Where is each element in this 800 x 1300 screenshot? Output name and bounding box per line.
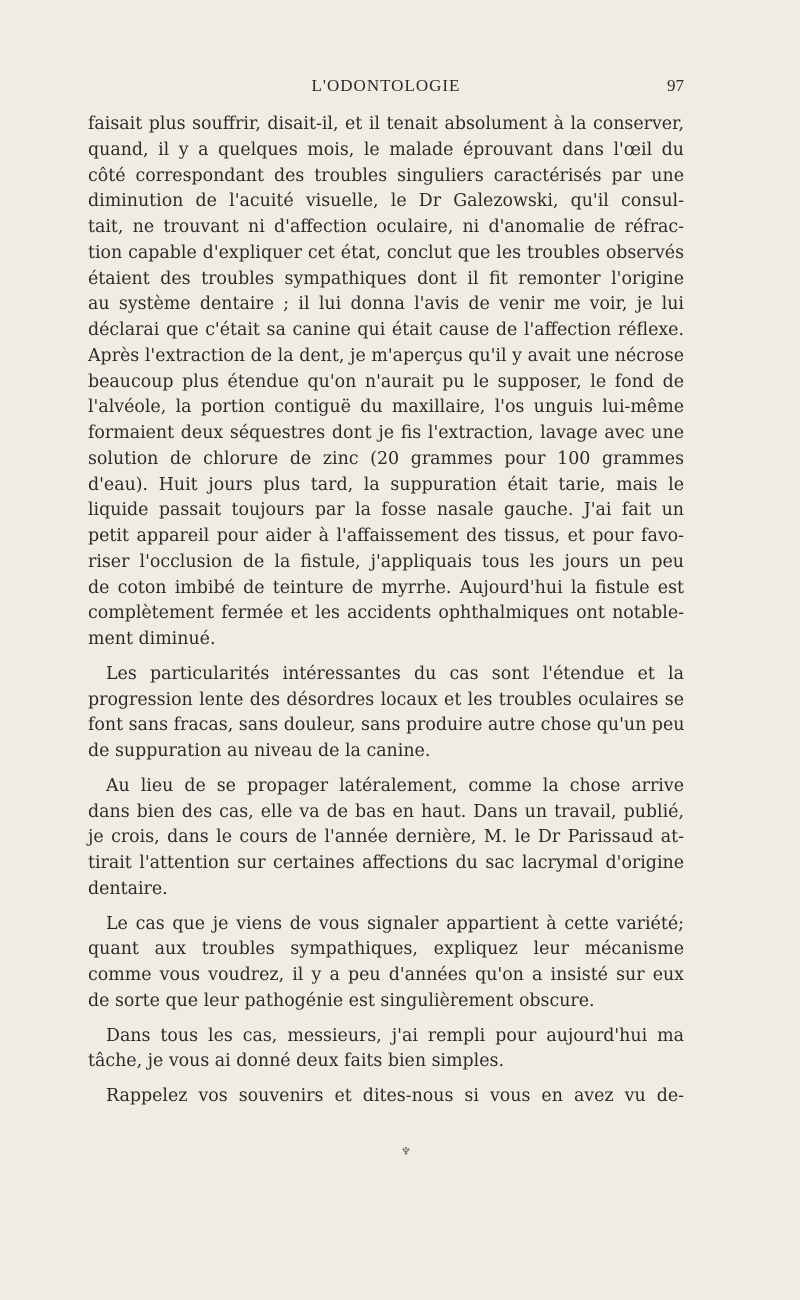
text-line: riser l'occlusion de la fistule, j'appliquais tous les jours un peu <box>88 551 684 572</box>
text-line: Après l'extraction de la dent, je m'aperçus qu'il y avait une nécrose <box>88 345 684 366</box>
paragraph <box>88 112 684 653</box>
text-line: tait, ne trouvant ni d'affection oculaire, ni d'anomalie de réfrac- <box>88 217 684 237</box>
text-line: ment diminué. <box>88 629 216 649</box>
text-line: quand, il y a quelques mois, le malade éprouvant dans l'œil du <box>88 139 684 160</box>
text-line: de coton imbibé de teinture de myrrhe. Aujourd'hui la fistule est <box>88 577 684 598</box>
text-line: tâche, je vous ai donné deux faits bien simples. <box>88 1051 504 1072</box>
running-header <box>88 76 684 102</box>
text-line: l'alvéole, la portion contiguë du maxillaire, l'os unguis lui-même <box>88 397 684 418</box>
text-line: au système dentaire ; il lui donna l'avis de venir me voir, je lui <box>88 294 684 315</box>
text-line: côté correspondant des troubles singuliers caractérisés par une <box>88 165 684 186</box>
text-line: tirait l'attention sur certaines affections du sac lacrymal d'origine <box>88 853 684 873</box>
text-line: dans bien des cas, elle va de bas en haut. Dans un travail, publié, <box>88 801 684 822</box>
text-line: de sorte que leur pathogénie est singulièrement obscure. <box>88 990 595 1011</box>
text-line: solution de chlorure de zinc (20 grammes pour 100 grammes <box>88 448 684 469</box>
text-line: d'eau). Huit jours plus tard, la suppuration était tarie, mais le <box>88 474 684 495</box>
text-line: liquide passait toujours par la fosse nasale gauche. J'ai fait un <box>88 500 684 521</box>
text-line: comme vous voudrez, il y a peu d'années qu'on a insisté sur eux <box>88 965 684 985</box>
page-number: 97 <box>667 76 684 95</box>
text-line: formaient deux séquestres dont je fis l'extraction, lavage avec une <box>88 423 684 443</box>
text-line: beaucoup plus étendue qu'on n'aurait pu le supposer, le fond de <box>88 371 684 392</box>
text-line: je crois, dans le cours de l'année dernière, M. le Dr Parissaud at- <box>88 827 684 848</box>
printer-mark: ♆ <box>401 1145 411 1158</box>
text-line: déclarai que c'était sa canine qui était cause de l'affection réflexe. <box>88 320 684 340</box>
text-line: étaient des troubles sympathiques dont il fit remonter l'origine <box>88 268 684 289</box>
text-line: diminution de l'acuité visuelle, le Dr Galezowski, qu'il consul- <box>88 191 684 212</box>
text-line: tion capable d'expliquer cet état, conclut que les troubles observés <box>88 242 684 263</box>
text-line: Le cas que je viens de vous signaler appartient à cette variété; <box>106 913 684 934</box>
text-line: Au lieu de se propager latéralement, comme la chose arrive <box>106 775 684 796</box>
text-line: progression lente des désordres locaux et les troubles oculaires se <box>88 689 684 710</box>
text-line: quant aux troubles sympathiques, expliquez leur mécanisme <box>88 939 684 960</box>
text-line: petit appareil pour aider à l'affaissement des tissus, et pour favo- <box>88 526 684 546</box>
journal-title: L'ODONTOLOGIE <box>311 76 461 95</box>
text-line: faisait plus souffrir, disait-il, et il tenait absolument à la conserver, <box>88 114 684 134</box>
paragraph <box>88 1084 684 1110</box>
text-line: Les particularités intéressantes du cas sont l'étendue et la <box>106 663 684 684</box>
paragraph <box>88 912 684 1015</box>
text-line: complètement fermée et les accidents ophthalmiques ont notable- <box>88 603 684 624</box>
paragraph <box>88 1024 684 1076</box>
text-line: dentaire. <box>88 878 168 899</box>
paragraph <box>88 774 684 903</box>
text-line: Dans tous les cas, messieurs, j'ai rempli pour aujourd'hui ma <box>106 1025 684 1046</box>
body-text <box>88 112 684 1110</box>
paragraph <box>88 662 684 765</box>
text-line: Rappelez vos souvenirs et dites-nous si vous en avez vu de- <box>106 1086 684 1106</box>
text-line: de suppuration au niveau de la canine. <box>88 741 431 761</box>
text-line: font sans fracas, sans douleur, sans produire autre chose qu'un peu <box>88 715 685 736</box>
